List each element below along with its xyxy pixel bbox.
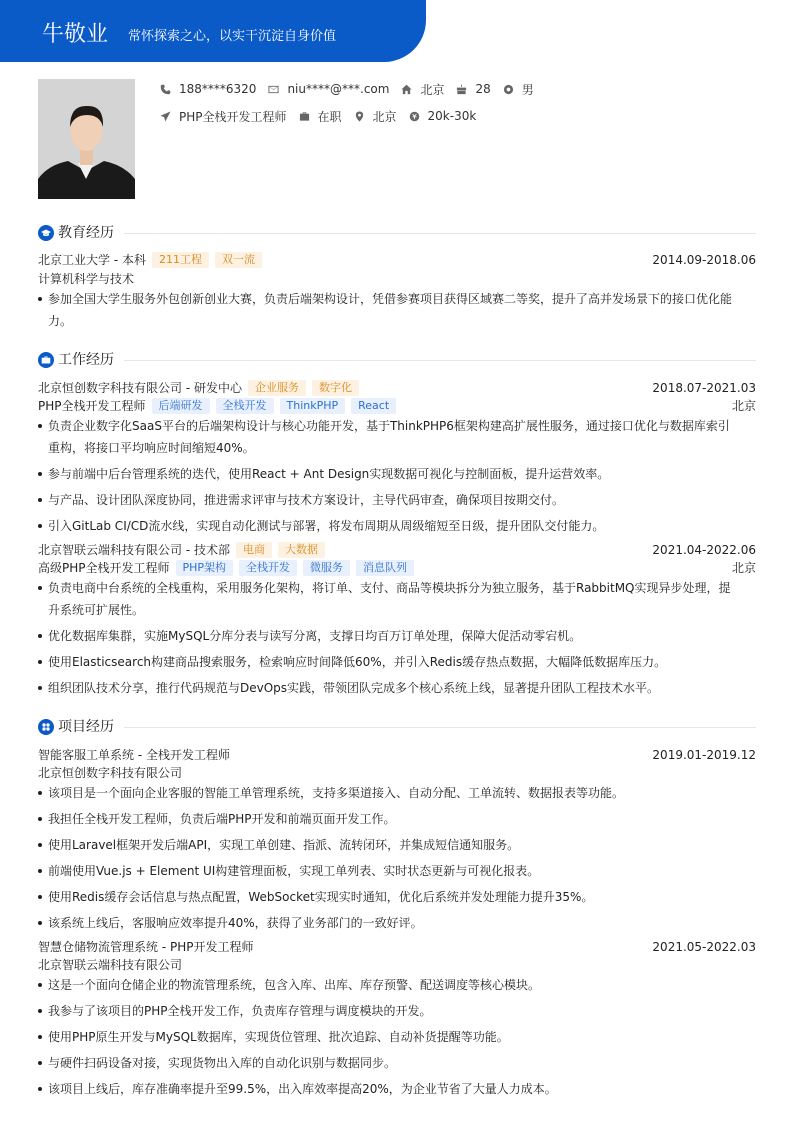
job-company-row — [38, 541, 756, 559]
project-company-row — [38, 764, 756, 782]
job-city: 北京 — [731, 399, 756, 413]
gender-icon — [503, 84, 514, 95]
role-tag: ThinkPHP — [280, 398, 346, 414]
salary-value: 20k-30k — [427, 109, 477, 123]
job-bullet: 引入GitLab CI/CD流水线，实现自动化测试与部署，将发布周期从周级缩短至日级，提升团队交付能力。 — [38, 515, 738, 537]
project-bullet: 前端使用Vue.js + Element UI构建管理面板，实现工单列表、实时状态更新与可视化报表。 — [38, 860, 738, 882]
job-period: 2021.04-2022.06 — [652, 543, 756, 557]
grid-icon — [38, 719, 54, 735]
role-tag: PHP架构 — [176, 560, 234, 576]
age-item — [456, 82, 490, 96]
divider — [124, 233, 756, 234]
education-school-row — [38, 251, 756, 269]
project-bullet: 与硬件扫码设备对接，实现货物出入库的自动化识别与数据同步。 — [38, 1052, 738, 1074]
role-tag: 微服务 — [303, 560, 350, 576]
job-bullet: 参与前端中后台管理系统的迭代，使用React + Ant Design实现数据可视化与控制面板，提升运营效率。 — [38, 463, 738, 485]
project-name: 智慧仓储物流管理系统 - PHP开发工程师 — [38, 940, 254, 954]
major-name: 计算机科学与技术 — [38, 272, 135, 286]
education-tag: 211工程 — [152, 252, 209, 268]
job-period: 2018.07-2021.03 — [652, 381, 756, 395]
briefcase-icon — [38, 352, 54, 368]
role-tag: React — [351, 398, 396, 414]
home-icon — [401, 84, 412, 95]
education-bullet: 参加全国大学生服务外包创新创业大赛，负责后端架构设计，凭借参赛项目获得区域赛二等奖，提升了高并发场景下的接口优化能力。 — [38, 288, 738, 332]
job-bullet: 优化数据库集群，实施MySQL分库分表与读写分离，支撑日均百万订单处理，保障大促活动零宕机。 — [38, 625, 738, 647]
company-tag: 企业服务 — [248, 380, 306, 396]
project-name: 智能客服工单系统 - 全栈开发工程师 — [38, 748, 230, 762]
divider — [124, 360, 756, 361]
divider — [124, 727, 756, 728]
job-role: 高级PHP全栈开发工程师 — [38, 561, 170, 575]
candidate-motto: 常怀探索之心，以实干沉淀自身价值 — [128, 29, 337, 44]
job-company-row — [38, 379, 756, 397]
age-value: 28 — [475, 82, 491, 96]
job-bullet: 负责电商中台系统的全栈重构，采用服务化架构，将订单、支付、商品等模块拆分为独立服务，基于RabbitMQ实现异步处理，提升系统可扩展性。 — [38, 577, 738, 621]
project-bullet: 使用Laravel框架开发后端API，实现工单创建、指派、流转闭环，并集成短信通知服务。 — [38, 834, 738, 856]
mail-icon — [268, 84, 279, 95]
project-bullet: 该项目是一个面向企业客服的智能工单管理系统，支持多渠道接入、自动分配、工单流转、数据报表等功能。 — [38, 782, 738, 804]
cake-icon — [456, 84, 467, 95]
email-item — [268, 82, 389, 96]
candidate-name: 牛敬业 — [42, 22, 109, 47]
company-tag: 大数据 — [278, 542, 325, 558]
position-item — [160, 108, 287, 125]
phone-value: 188****6320 — [179, 82, 257, 96]
company-name: 北京智联云端科技有限公司 - 技术部 — [38, 543, 230, 557]
graduation-cap-icon — [38, 225, 54, 241]
job-role-row — [38, 559, 756, 577]
company-name: 北京恒创数字科技有限公司 - 研发中心 — [38, 381, 242, 395]
gender-value: 男 — [521, 82, 534, 97]
send-icon — [160, 111, 171, 122]
role-tag: 消息队列 — [356, 560, 414, 576]
project-bullet: 这是一个面向仓储企业的物流管理系统，包含入库、出库、库存预警、配送调度等核心模块。 — [38, 974, 738, 996]
job-role: PHP全栈开发工程师 — [38, 399, 146, 413]
project-period: 2019.01-2019.12 — [652, 748, 756, 762]
project-title-row — [38, 746, 756, 764]
school-name: 北京工业大学 - 本科 — [38, 253, 146, 267]
project-bullet: 使用PHP原生开发与MySQL数据库，实现货位管理、批次追踪、自动补货提醒等功能。 — [38, 1026, 738, 1048]
project-company: 北京智联云端科技有限公司 — [38, 958, 183, 972]
section-projects — [38, 717, 756, 737]
phone-item — [160, 82, 256, 96]
section-education — [38, 223, 756, 243]
city-item — [354, 108, 397, 125]
briefcase-icon — [299, 111, 310, 122]
project-bullet: 使用Redis缓存会话信息与热点配置，WebSocket实现实时通知，优化后系统并发处理能力提升35%。 — [38, 886, 738, 908]
header-banner — [0, 0, 426, 62]
project-title-row — [38, 938, 756, 956]
project-period: 2021.05-2022.03 — [652, 940, 756, 954]
salary-item — [409, 109, 477, 123]
role-tag: 全栈开发 — [239, 560, 297, 576]
role-tag: 后端研发 — [152, 398, 210, 414]
status-item — [299, 108, 342, 125]
project-company: 北京恒创数字科技有限公司 — [38, 766, 183, 780]
job-bullet: 使用Elasticsearch构建商品搜索服务，检索响应时间降低60%，并引入Redis缓存热点数据，大幅降低数据库压力。 — [38, 651, 738, 673]
job-bullet: 组织团队技术分享，推行代码规范与DevOps实践，带领团队完成多个核心系统上线，显著提升团队工程技术水平。 — [38, 677, 738, 699]
project-bullet: 我参与了该项目的PHP全栈开发工作，负责库存管理与调度模块的开发。 — [38, 1000, 738, 1022]
project-bullet: 该项目上线后，库存准确率提升至99.5%，出入库效率提高20%，为企业节省了大量人力成本。 — [38, 1078, 738, 1100]
education-period: 2014.09-2018.06 — [652, 253, 756, 267]
section-title: 工作经历 — [58, 352, 114, 368]
location-icon — [354, 111, 365, 122]
section-work — [38, 350, 756, 370]
company-tag: 电商 — [236, 542, 272, 558]
hometown-value: 北京 — [420, 82, 445, 97]
job-intent-row — [160, 107, 488, 125]
project-bullet: 我担任全栈开发工程师，负责后端PHP开发和前端页面开发工作。 — [38, 808, 738, 830]
role-tag: 全栈开发 — [216, 398, 274, 414]
section-title: 项目经历 — [58, 719, 114, 735]
project-bullet: 该系统上线后，客服响应效率提升40%，获得了业务部门的一致好评。 — [38, 912, 738, 934]
position-value: PHP全栈开发工程师 — [179, 109, 287, 124]
gender-item — [503, 81, 534, 98]
phone-icon — [160, 84, 171, 95]
job-role-row — [38, 397, 756, 415]
company-tag: 数字化 — [312, 380, 359, 396]
money-icon — [409, 111, 420, 122]
education-tag: 双一流 — [215, 252, 262, 268]
email-value: niu****@***.com — [287, 82, 390, 96]
job-bullet: 负责企业数字化SaaS平台的后端架构设计与核心功能开发，基于ThinkPHP6框架构建高扩展性服务，通过接口优化与数据库索引重构，将接口平均响应时间缩短40%。 — [38, 415, 738, 459]
hometown-item — [401, 81, 444, 98]
job-city: 北京 — [731, 561, 756, 575]
project-company-row — [38, 956, 756, 974]
contact-info-row — [160, 80, 546, 98]
profile-photo — [38, 79, 135, 199]
city-value: 北京 — [372, 109, 397, 124]
education-major-row — [38, 270, 756, 288]
job-bullet: 与产品、设计团队深度协同，推进需求评审与技术方案设计，主导代码审查，确保项目按期交付。 — [38, 489, 738, 511]
section-title: 教育经历 — [58, 225, 114, 241]
status-value: 在职 — [317, 109, 342, 124]
